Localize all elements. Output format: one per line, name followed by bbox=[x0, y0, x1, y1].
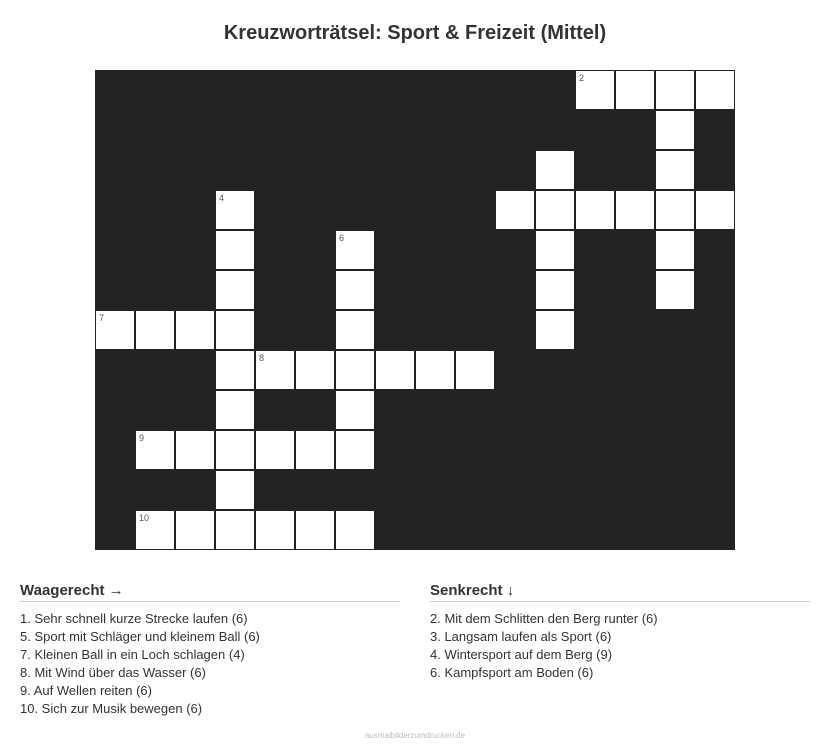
grid-cell[interactable] bbox=[335, 390, 375, 430]
across-clue-list bbox=[20, 610, 400, 718]
grid-cell[interactable] bbox=[575, 70, 615, 110]
grid-cell[interactable] bbox=[215, 470, 255, 510]
down-clues bbox=[430, 582, 810, 682]
grid-cell[interactable] bbox=[535, 270, 575, 310]
grid-cell[interactable] bbox=[215, 230, 255, 270]
clue-item: 1. Sehr schnell kurze Strecke laufen (6) bbox=[20, 611, 248, 626]
grid-cell[interactable] bbox=[95, 310, 135, 350]
grid-cell[interactable] bbox=[215, 430, 255, 470]
grid-cell[interactable] bbox=[135, 430, 175, 470]
grid-cell[interactable] bbox=[535, 150, 575, 190]
clue-number: 6 bbox=[339, 233, 345, 243]
grid-cell[interactable] bbox=[215, 310, 255, 350]
grid-cell[interactable] bbox=[455, 350, 495, 390]
footer-credit: ausmalbilderzumdrucken.de bbox=[364, 731, 466, 740]
clue-number: 2 bbox=[579, 73, 585, 83]
grid-cell[interactable] bbox=[295, 350, 335, 390]
grid-cell[interactable] bbox=[215, 510, 255, 550]
grid-cell[interactable] bbox=[335, 350, 375, 390]
grid-cell[interactable] bbox=[695, 190, 735, 230]
grid-cell[interactable] bbox=[655, 110, 695, 150]
clue-number: 7 bbox=[99, 313, 105, 323]
grid-cell[interactable] bbox=[695, 70, 735, 110]
grid-cell[interactable] bbox=[215, 350, 255, 390]
clue-item: 3. Langsam laufen als Sport (6) bbox=[430, 629, 612, 644]
grid-cell[interactable] bbox=[135, 510, 175, 550]
grid-cell[interactable] bbox=[215, 190, 255, 230]
grid-cell[interactable] bbox=[375, 350, 415, 390]
clue-item: 2. Mit dem Schlitten den Berg runter (6) bbox=[430, 611, 658, 626]
clue-item: 10. Sich zur Musik bewegen (6) bbox=[20, 701, 203, 716]
across-heading: Waagerecht → bbox=[20, 582, 400, 602]
grid-cell[interactable] bbox=[335, 310, 375, 350]
grid-cell[interactable] bbox=[255, 350, 295, 390]
grid-cell[interactable] bbox=[335, 510, 375, 550]
grid-cell[interactable] bbox=[535, 230, 575, 270]
down-clue-list bbox=[430, 610, 810, 682]
clue-number: 4 bbox=[219, 193, 225, 203]
grid-cell[interactable] bbox=[415, 350, 455, 390]
across-clues bbox=[20, 582, 400, 718]
clue-number: 8 bbox=[259, 353, 265, 363]
grid-cell[interactable] bbox=[215, 270, 255, 310]
grid-cell[interactable] bbox=[655, 150, 695, 190]
down-heading: Senkrecht ↓ bbox=[430, 582, 810, 602]
grid-cell[interactable] bbox=[335, 270, 375, 310]
clue-item: 7. Kleinen Ball in ein Loch schlagen (4) bbox=[20, 647, 245, 662]
clue-item: 5. Sport mit Schläger und kleinem Ball (6) bbox=[20, 629, 260, 644]
grid-cell[interactable] bbox=[295, 430, 335, 470]
grid-cell[interactable] bbox=[495, 190, 535, 230]
grid-cell[interactable] bbox=[575, 190, 615, 230]
grid-cell[interactable] bbox=[215, 390, 255, 430]
grid-cell[interactable] bbox=[615, 190, 655, 230]
grid-cell[interactable] bbox=[655, 230, 695, 270]
crossword-grid bbox=[95, 70, 735, 550]
grid-cell[interactable] bbox=[335, 230, 375, 270]
grid-cell[interactable] bbox=[655, 270, 695, 310]
grid-cell[interactable] bbox=[175, 510, 215, 550]
grid-cell[interactable] bbox=[255, 510, 295, 550]
grid-cell[interactable] bbox=[335, 430, 375, 470]
grid-cell[interactable] bbox=[535, 190, 575, 230]
grid-cell[interactable] bbox=[175, 310, 215, 350]
grid-cell[interactable] bbox=[135, 310, 175, 350]
page-title: Kreuzworträtsel: Sport & Freizeit (Mittel) bbox=[223, 22, 607, 44]
clue-item: 8. Mit Wind über das Wasser (6) bbox=[20, 665, 206, 680]
clue-item: 6. Kampfsport am Boden (6) bbox=[430, 665, 594, 680]
clue-item: 9. Auf Wellen reiten (6) bbox=[20, 683, 152, 698]
grid-cell[interactable] bbox=[535, 310, 575, 350]
grid-cell[interactable] bbox=[255, 430, 295, 470]
grid-cell[interactable] bbox=[655, 190, 695, 230]
clue-item: 4. Wintersport auf dem Berg (9) bbox=[430, 647, 613, 662]
grid-cell[interactable] bbox=[655, 70, 695, 110]
clue-number: 10 bbox=[139, 513, 150, 523]
clue-number: 9 bbox=[139, 433, 145, 443]
grid-cell[interactable] bbox=[295, 510, 335, 550]
grid-cell[interactable] bbox=[175, 430, 215, 470]
grid-cell[interactable] bbox=[615, 70, 655, 110]
